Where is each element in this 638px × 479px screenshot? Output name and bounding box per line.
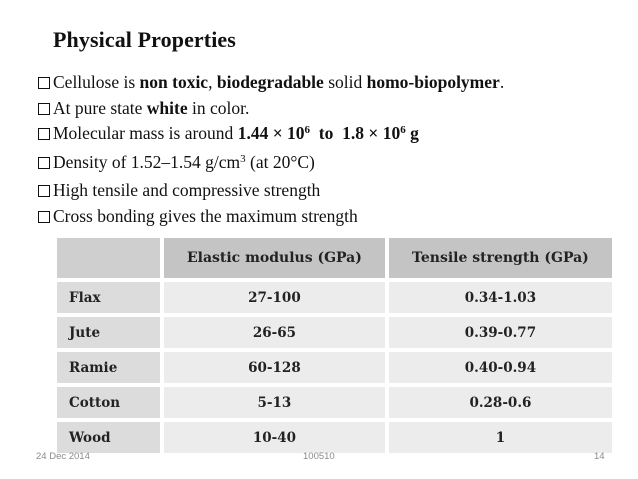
bullet-text-segment: Density of 1.52–1.54 g/cm (53, 151, 241, 172)
row-label: Flax (57, 282, 160, 317)
bullet-item (38, 204, 628, 230)
bullet-text-segment: g (405, 123, 419, 143)
tensile-strength-cell: 1 (385, 422, 612, 453)
bullet-text-segment: High tensile and compressive strength (53, 180, 321, 200)
bullet-text-segment: Cellulose is (53, 72, 140, 92)
bullet-text-segment: 6 (400, 124, 406, 136)
checkbox-bullet-icon (38, 128, 50, 140)
bullet-text-segment: biodegradable (216, 72, 324, 92)
elastic-modulus-cell: 26-65 (160, 317, 385, 352)
bullet-text-segment: homo-biopolymer (366, 72, 500, 92)
bullet-item (38, 96, 628, 122)
tensile-strength-cell: 0.28-0.6 (385, 387, 612, 422)
table-header-row (57, 238, 612, 282)
checkbox-bullet-icon (38, 211, 50, 223)
bullet-text-segment: white (146, 97, 188, 118)
tensile-strength-cell: 0.40-0.94 (385, 352, 612, 387)
table-row (57, 387, 612, 422)
header-blank-cell (57, 238, 160, 282)
tensile-strength-cell: 0.34-1.03 (385, 282, 612, 317)
header-elastic-modulus: Elastic modulus (GPa) (160, 238, 385, 282)
checkbox-bullet-icon (38, 103, 50, 115)
bullet-item (38, 121, 628, 150)
bullet-item (38, 70, 628, 96)
bullet-text-segment: 1.44 × 10 (237, 123, 305, 143)
table-row (57, 352, 612, 387)
bullet-text-segment: 6 (304, 124, 311, 136)
bullet-text-segment: (at 20°C) (245, 151, 315, 172)
elastic-modulus-cell: 10-40 (160, 422, 385, 453)
row-label: Jute (57, 317, 160, 352)
bullet-text-segment: in color. (187, 97, 250, 118)
elastic-modulus-cell: 27-100 (160, 282, 385, 317)
bullet-item (38, 150, 628, 179)
row-label: Cotton (57, 387, 160, 422)
checkbox-bullet-icon (38, 185, 50, 197)
table-row (57, 282, 612, 317)
tensile-strength-cell: 0.39-0.77 (385, 317, 612, 352)
elastic-modulus-cell: 60-128 (160, 352, 385, 387)
footer-date: 24 Dec 2014 (36, 451, 90, 462)
bullet-item (38, 178, 628, 204)
slide-number: 14 (594, 451, 605, 462)
bullet-text-segment: At pure state (53, 97, 147, 118)
bullet-text-segment: solid (323, 72, 367, 92)
table-row (57, 317, 612, 352)
row-label: Ramie (57, 352, 160, 387)
bullet-text-segment: , (208, 72, 217, 92)
fiber-properties-table (57, 238, 612, 446)
row-label: Wood (57, 422, 160, 453)
checkbox-bullet-icon (38, 157, 50, 169)
bullet-list (38, 70, 628, 229)
bullet-text-segment: 3 (240, 152, 246, 165)
header-tensile-strength: Tensile strength (GPa) (385, 238, 612, 282)
bullet-text-segment: non toxic (139, 72, 209, 92)
elastic-modulus-cell: 5-13 (160, 387, 385, 422)
slide-title: Physical Properties (53, 27, 236, 52)
bullet-text-segment: Molecular mass is around (53, 123, 238, 143)
bullet-text-segment: Cross bonding gives the maximum strength (53, 205, 358, 226)
bullet-text-segment: . (499, 72, 505, 92)
table-row (57, 422, 612, 453)
checkbox-bullet-icon (38, 77, 50, 89)
footer-code: 100510 (303, 451, 335, 462)
bullet-text-segment: to 1.8 × 10 (310, 123, 401, 143)
properties-table (57, 238, 612, 453)
